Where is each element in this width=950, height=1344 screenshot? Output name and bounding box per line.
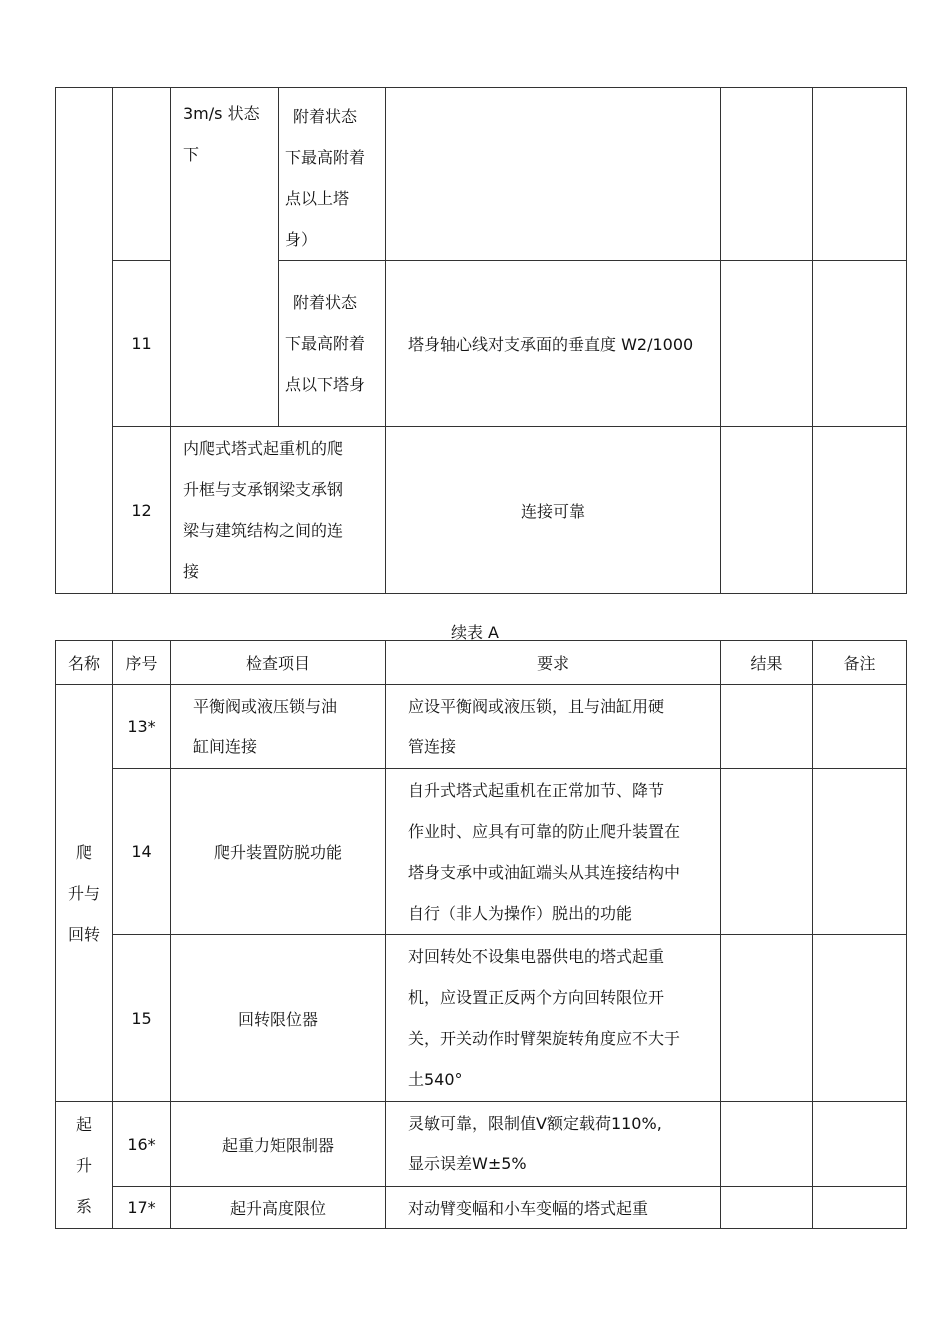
table-caption: 续表 A bbox=[450, 623, 500, 642]
table-row bbox=[56, 685, 907, 769]
req-cell: 对动臂变幅和小车变幅的塔式起重 bbox=[386, 1187, 721, 1229]
req-cell: 连接可靠 bbox=[386, 427, 721, 594]
group-name-line: 升与 bbox=[67, 883, 100, 903]
table-row bbox=[56, 1102, 907, 1187]
item-line: 梁与建筑结构之间的连 bbox=[183, 521, 344, 540]
header-name: 名称 bbox=[56, 641, 113, 685]
table-row bbox=[56, 1187, 907, 1229]
table-row bbox=[56, 935, 907, 1102]
sub-item-line: 点以下塔身 bbox=[285, 375, 366, 394]
req-line: 管连接 bbox=[408, 736, 457, 756]
result-cell bbox=[721, 935, 813, 1102]
req-line: 自升式塔式起重机在正常加节、降节 bbox=[408, 780, 665, 800]
item-cell bbox=[171, 88, 279, 427]
req-line: 作业时、应具有可靠的防止爬升装置在 bbox=[408, 821, 681, 841]
sub-item-line: 附着状态 bbox=[293, 107, 358, 126]
group-name-cell bbox=[56, 1102, 113, 1229]
table-inspection bbox=[55, 640, 907, 1229]
group-name-line: 系 bbox=[75, 1196, 92, 1216]
req-cell-empty bbox=[386, 88, 721, 261]
group-name-cell bbox=[56, 685, 113, 1102]
header-seq: 序号 bbox=[113, 641, 171, 685]
req-cell bbox=[386, 1102, 721, 1187]
req-cell bbox=[386, 935, 721, 1102]
table-row bbox=[56, 769, 907, 935]
result-cell bbox=[721, 261, 813, 427]
item-cell: 起升高度限位 bbox=[171, 1187, 386, 1229]
sub-item-cell bbox=[279, 88, 386, 261]
req-line: 应设平衡阀或液压锁，且与油缸用硬 bbox=[408, 696, 665, 716]
group-name-line: 起 bbox=[75, 1114, 92, 1134]
table-continuation bbox=[55, 87, 907, 594]
item-line: 接 bbox=[183, 562, 200, 581]
item-cell: 回转限位器 bbox=[171, 935, 386, 1102]
group-name-line: 爬 bbox=[75, 842, 92, 862]
sub-item-line: 附着状态 bbox=[293, 293, 358, 312]
result-cell bbox=[721, 427, 813, 594]
req-line: 灵敏可靠，限制值V额定载荷110%, bbox=[408, 1114, 662, 1133]
table-row bbox=[56, 427, 907, 594]
header-result: 结果 bbox=[721, 641, 813, 685]
seq-cell-empty bbox=[113, 88, 171, 261]
sub-item-line: 下最高附着 bbox=[285, 148, 366, 167]
sub-item-cell bbox=[279, 261, 386, 427]
seq-cell: 13* bbox=[113, 685, 171, 769]
item-cell: 爬升装置防脱功能 bbox=[171, 769, 386, 935]
result-cell bbox=[721, 1102, 813, 1187]
seq-cell: 12 bbox=[113, 427, 171, 594]
result-cell bbox=[721, 88, 813, 261]
note-cell bbox=[813, 769, 907, 935]
req-line: 土540° bbox=[408, 1070, 463, 1089]
sub-item-line: 身） bbox=[285, 230, 318, 249]
item-cell: 起重力矩限制器 bbox=[171, 1102, 386, 1187]
item-line: 下 bbox=[183, 145, 200, 164]
item-line: 内爬式塔式起重机的爬 bbox=[183, 439, 344, 458]
result-cell bbox=[721, 769, 813, 935]
note-cell bbox=[813, 88, 907, 261]
result-cell bbox=[721, 1187, 813, 1229]
header-note: 备注 bbox=[813, 641, 907, 685]
req-line: 自行（非人为操作）脱出的功能 bbox=[408, 903, 633, 923]
item-line: 缸间连接 bbox=[193, 736, 258, 756]
sub-item-line: 下最高附着 bbox=[285, 334, 366, 353]
req-line: 塔身支承中或油缸端头从其连接结构中 bbox=[408, 862, 681, 882]
req-cell: 塔身轴心线对支承面的垂直度 W2/1000 bbox=[386, 261, 721, 427]
seq-cell: 11 bbox=[113, 261, 171, 427]
req-line: 关，开关动作时臂架旋转角度应不大于 bbox=[408, 1029, 681, 1048]
result-cell bbox=[721, 685, 813, 769]
header-req: 要求 bbox=[386, 641, 721, 685]
note-cell bbox=[813, 1102, 907, 1187]
group-name-line: 升 bbox=[75, 1155, 92, 1175]
item-line: 3m/s 状态 bbox=[183, 104, 260, 123]
header-item: 检查项目 bbox=[171, 641, 386, 685]
note-cell bbox=[813, 427, 907, 594]
note-cell bbox=[813, 935, 907, 1102]
req-line: 对回转处不设集电器供电的塔式起重 bbox=[408, 947, 665, 966]
req-line: 显示误差W±5% bbox=[408, 1154, 527, 1173]
header-row bbox=[56, 641, 907, 685]
seq-cell: 16* bbox=[113, 1102, 171, 1187]
note-cell bbox=[813, 685, 907, 769]
sub-item-line: 点以上塔 bbox=[285, 189, 350, 208]
seq-cell: 17* bbox=[113, 1187, 171, 1229]
item-line: 平衡阀或液压锁与油 bbox=[193, 696, 338, 716]
req-cell bbox=[386, 685, 721, 769]
req-cell bbox=[386, 769, 721, 935]
item-cell bbox=[171, 685, 386, 769]
name-cell-empty bbox=[56, 88, 113, 594]
table-row bbox=[56, 88, 907, 261]
group-name-line: 回转 bbox=[67, 924, 100, 944]
seq-cell: 14 bbox=[113, 769, 171, 935]
note-cell bbox=[813, 261, 907, 427]
item-line: 升框与支承钢梁支承钢 bbox=[183, 480, 344, 499]
note-cell bbox=[813, 1187, 907, 1229]
req-line: 机，应设置正反两个方向回转限位开 bbox=[408, 988, 665, 1007]
seq-cell: 15 bbox=[113, 935, 171, 1102]
item-cell bbox=[171, 427, 386, 594]
